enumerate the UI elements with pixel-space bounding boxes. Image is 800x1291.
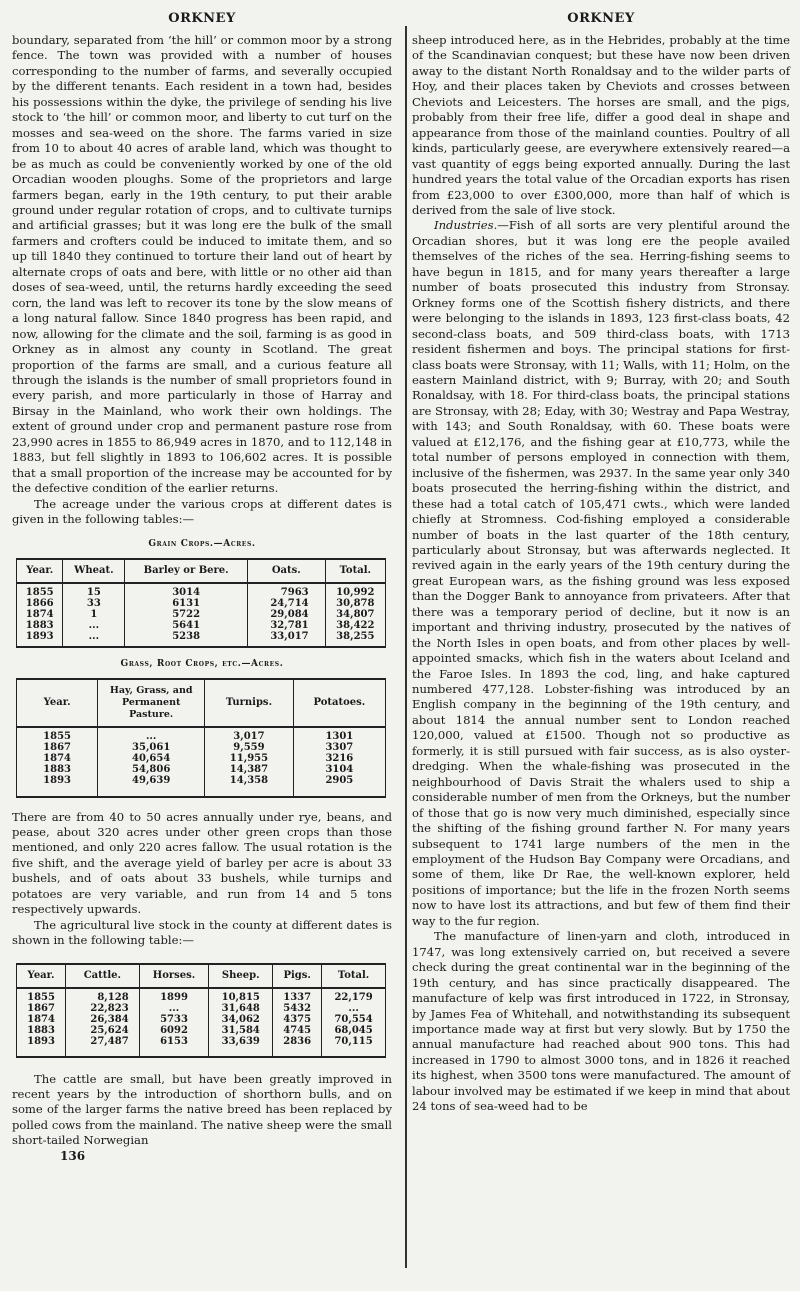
live-stock-table <box>16 963 386 1058</box>
running-head-left: ORKNEY <box>168 11 236 26</box>
right-column <box>412 0 790 1115</box>
body-paragraph: The cattle are small, but have been greatly improved in recent years by the introduction of shorthorn bulls, and on some of the larger farms the native breed has been replaced by polled cows from the mainland. The native sheep were the small short-tailed Norwegian <box>12 1071 392 1148</box>
column-divider <box>405 26 407 1268</box>
col-header: Wheat. <box>63 559 125 583</box>
col-header: Year. <box>17 679 98 727</box>
industries-text: Fish of all sorts are very plentiful around the Orcadian shores, but it was long ere the people availed themselves of the riches of the sea. Herring-fishing seems to have begun in 1815, and for many years thereafter a large number of boats prosecuted this industry from Stronsay. Orkney forms one of the Scottish fishery districts, and there were belonging to the islands in 1893, 123 first-class boats, 42 second-class boats, and 509 third-class boats, with 1713 resident fishermen and boys. The principal stations for first-class boats were Stronsay, with 11; Walls, with 11; Holm, on the eastern Mainland district, with 9; Burray, with 20; and South Ronaldsay, with 18. For third-class boats, the principal stations are Stronsay, with 28; Eday, with 30; Westray and Papa Westray, with 143; and South Ronaldsay, with 60. These boats were valued at £12,176, and the fishing gear at £10,773, while the total number of persons employed in connection with them, inclusive of the fishermen, was 2937. In the same year only 340 boats prosecuted the herring-fishing within the district, and these had a total catch of 105,471 cwts., which were landed chiefly at Stromness. Cod-fishing employed a considerable number of boats in the last quarter of the 18th century, particularly about Stronsay, but was afterwards neglected. It revived again in the early years of the 19th century during the great European wars, as the fishing ground was less exposed than the Dogger Bank to annoyance from privateers. After that there was a temporary period of decline, but it now is an important and thriving industry, prosecuted by the natives of the North Isles in open boats, and from other places by well-appointed smacks, which fish in the waters about Iceland and the Faroe Isles. In 1893 the cod, ling, and hake captured numbered 477,128. Lobster-fishing was introduced by an English company in the beginning of the 19th century, and about 1814 the annual number sent to London reached 120,000, valued at £1500. Though not so productive as formerly, it is still pursued with fair success, as is also oyster-dredging. When the whale-fishing was prosecuted in the neighbourhood of Davis Strait the whalers used to ship a considerable number of men from the Orkneys, but the number of those that go is now very much diminished, especially since the shifting of the fishing ground farther N. For many years subsequent to 1741 large numbers of the men in the employment of the Hudson Bay Company were Orcadians, and some of them, like Dr Rae, the well-known explorer, held positions of importance; but the life in the frozen North seems now to have lost its attractions, and but few of them find their way to the fur region. <box>412 218 790 928</box>
col-header: Barley or Bere. <box>125 559 248 583</box>
body-paragraph: boundary, separated from ‘the hill’ or common moor by a strong fence. The town was provided with a number of houses corresponding to the number of farms, and severally occupied by the different tenants. Each resident in a town had, besides his possessions within the dyke, the privilege of sending his live stock to ‘the hill’ or common moor, and liberty to cut turf on the mosses and sea-weed on the shore. The farms varied in size from 10 to about 40 acres of arable land, which was thought to be as much as could be conveniently worked by one of the old Orcadian wooden ploughs. Some of the proprietors and large farmers began, early in the 19th century, to put their arable ground under regular rotation of crops, and to cultivate turnips and artificial grasses; but it was long ere the bulk of the small farmers and crofters could be induced to imitate them, and so up till 1840 they continued to torture their land out of heart by alternate crops of oats and bere, with little or no other aid than doses of sea-weed, until, the returns hardly exceeding the seed corn, the land was left to recover its tone by the slow means of a long natural fallow. Since 1840 progress has been rapid, and now, allowing for the climate and the soil, farming is as good in Orkney as in almost any county in Scotland. The great proportion of the farms are small, and a curious feature all through the islands is the number of small proprietors found in every parish, and more particularly in those of Harray and Birsay in the Mainland, who work their own holdings. The extent of ground under crop and permanent pasture rose from 23,990 acres in 1855 to 86,949 acres in 1870, and to 112,148 in 1883, but fell slightly in 1893 to 106,602 acres. It is possible that a small proportion of the increase may be accounted for by the defective condition of the earlier returns. <box>12 33 392 496</box>
body-paragraph: There are from 40 to 50 acres annually under rye, beans, and pease, about 320 acres under other green crops than those mentioned, and only 220 acres fallow. The usual rotation is the five shift, and the average yield of barley per acre is about 33 bushels, and of oats about 33 bushels, while turnips and potatoes are very variable, and run from 14 and 5 tons respectively upwards. <box>12 809 392 917</box>
body-paragraph: The manufacture of linen-yarn and cloth, introduced in 1747, was long extensively carried on, but received a severe check during the great continental war in the beginning of the 19th century, and has since practically disappeared. The manufacture of kelp was first introduced in 1722, in Stronsay, by James Fea of Whitehall, and notwithstanding its subsequent importance made way at first but very slowly. But by 1750 the annual manufacture had reached about 900 tons. This had increased in 1790 to almost 3000 tons, and in 1826 it reached its highest, when 3500 tons were manufactured. The amount of labour involved may be estimated if we keep in mind that about 24 tons of sea-weed had to be <box>412 929 790 1114</box>
table-caption-grass: Grass, Root Crops, etc.—Acres. <box>120 658 284 669</box>
col-header: Hay, Grass, and Permanent Pasture. <box>98 679 205 727</box>
col-header: Cattle. <box>66 964 140 988</box>
sheep-cells: 10,815 31,648 34,062 31,584 33,639 <box>209 988 273 1057</box>
body-paragraph: sheep introduced here, as in the Hebrides, probably at the time of the Scandinavian conquest; but these have now been driven away to the distant North Ronaldsay and to the wilder parts of Hoy, and their places taken by Cheviots and crosses between Cheviots and Leicesters. The horses are small, and the pigs, probably from their free life, differ a good deal in shape and appearance from those of the mainland counties. Poultry of all kinds, particularly geese, are everywhere extensively reared—a vast quantity of eggs being exported annually. During the last hundred years the total value of the Orcadian exports has risen from £23,000 to over £300,000, more than half of which is derived from the sale of live stock. <box>412 33 790 217</box>
potatoes-cells: 1301 3307 3216 3104 2905 <box>293 727 385 797</box>
wheat-cells: 15 33 1 ... ... <box>63 583 125 647</box>
col-header: Turnips. <box>205 679 294 727</box>
grain-crops-table <box>16 558 386 648</box>
section-heading-industries: Industries.— <box>434 218 509 233</box>
col-header: Total. <box>322 964 386 988</box>
turnips-cells: 3,017 9,559 11,955 14,387 14,358 <box>205 727 294 797</box>
col-header: Potatoes. <box>293 679 385 727</box>
hay-grass-cells: ... 35,061 40,654 54,806 49,639 <box>98 727 205 797</box>
col-header: Total. <box>325 559 385 583</box>
col-header: Year. <box>17 964 66 988</box>
table-caption-grain: Grain Crops.—Acres. <box>148 538 256 549</box>
col-header: Year. <box>17 559 63 583</box>
grass-root-crops-table <box>16 678 386 798</box>
body-paragraph: The agricultural live stock in the county at different dates is shown in the following table:— <box>12 917 392 948</box>
horses-cells: 1899 ... 5733 6092 6153 <box>139 988 209 1057</box>
col-header: Sheep. <box>209 964 273 988</box>
industries-paragraph <box>412 218 790 929</box>
year-cells: 1855 1866 1874 1883 1893 <box>17 583 63 647</box>
col-header: Horses. <box>139 964 209 988</box>
cattle-cells: 8,128 22,823 26,384 25,624 27,487 <box>66 988 140 1057</box>
col-header: Oats. <box>247 559 325 583</box>
page-number: 136 <box>60 1148 86 1163</box>
year-cells: 1855 1867 1874 1883 1893 <box>17 727 98 797</box>
oats-cells: 7963 24,714 29,084 32,781 33,017 <box>247 583 325 647</box>
running-head-right: ORKNEY <box>567 11 635 26</box>
pigs-cells: 1337 5432 4375 4745 2836 <box>273 988 322 1057</box>
col-header: Pigs. <box>273 964 322 988</box>
total-cells: 10,992 30,878 34,807 38,422 38,255 <box>325 583 385 647</box>
barley-cells: 3014 6131 5722 5641 5238 <box>125 583 248 647</box>
body-paragraph: The acreage under the various crops at different dates is given in the following tables:— <box>12 496 392 527</box>
left-column <box>12 0 392 1163</box>
total-cells: 22,179 ... 70,554 68,045 70,115 <box>322 988 386 1057</box>
year-cells: 1855 1867 1874 1883 1893 <box>17 988 66 1057</box>
